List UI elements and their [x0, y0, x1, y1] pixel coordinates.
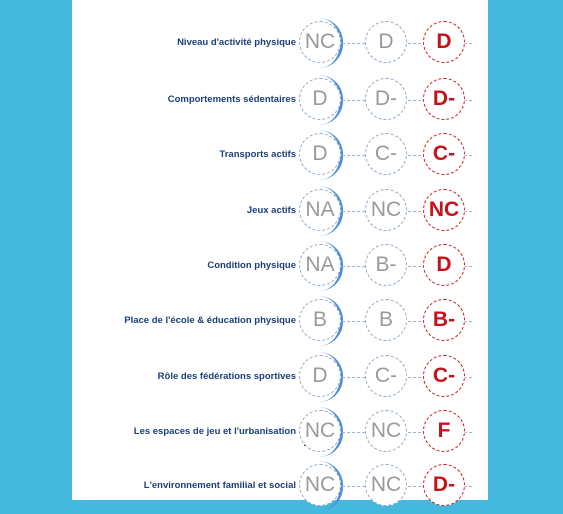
grade-cell: D	[365, 21, 407, 63]
indicator-row	[72, 183, 488, 239]
final-grade-cell: D-	[423, 464, 465, 506]
grade-cell: NC	[299, 21, 341, 63]
grade-cell: NA	[299, 189, 341, 231]
indicator-row	[72, 127, 488, 183]
final-grade-cell: B-	[423, 299, 465, 341]
indicator-label: Les espaces de jeu et l'urbanisation	[133, 426, 296, 438]
grade-cell: B	[365, 299, 407, 341]
indicator-label: L'environnement familial et social	[143, 480, 296, 492]
grade-cell: B	[299, 299, 341, 341]
final-grade-cell: F	[423, 410, 465, 452]
indicator-row	[72, 458, 488, 514]
indicator-row	[72, 15, 488, 71]
final-grade-cell: C-	[423, 133, 465, 175]
grade-cell: NC	[365, 189, 407, 231]
final-grade-cell: NC	[423, 189, 465, 231]
grade-cell: B-	[365, 244, 407, 286]
final-grade-cell: C-	[423, 355, 465, 397]
indicator-label: Rôle des fédérations sportives	[157, 371, 296, 383]
grade-cell: NC	[299, 464, 341, 506]
indicator-row	[72, 349, 488, 405]
grade-cell: NA	[299, 244, 341, 286]
final-grade-cell: D	[423, 244, 465, 286]
grade-cell: C-	[365, 355, 407, 397]
indicator-label: Jeux actifs	[246, 205, 296, 217]
indicator-label: Niveau d'activité physique	[177, 37, 296, 49]
indicator-label: Place de l'école & éducation physique	[124, 315, 296, 327]
indicator-row	[72, 72, 488, 128]
grade-cell: D	[299, 78, 341, 120]
indicator-label: Comportements sédentaires	[167, 94, 296, 106]
indicator-label: Condition physique	[207, 260, 296, 272]
grade-cell: NC	[365, 464, 407, 506]
grade-cell: D-	[365, 78, 407, 120]
final-grade-cell: D	[423, 21, 465, 63]
indicator-row	[72, 238, 488, 294]
grade-cell: D	[299, 355, 341, 397]
indicator-label: Transports actifs	[219, 149, 296, 161]
grade-cell: D	[299, 133, 341, 175]
grade-cell: NC	[299, 410, 341, 452]
report-card-panel	[72, 0, 488, 500]
grade-cell: NC	[365, 410, 407, 452]
indicator-row	[72, 404, 488, 460]
grade-cell: C-	[365, 133, 407, 175]
final-grade-cell: D-	[423, 78, 465, 120]
indicator-row	[72, 293, 488, 349]
